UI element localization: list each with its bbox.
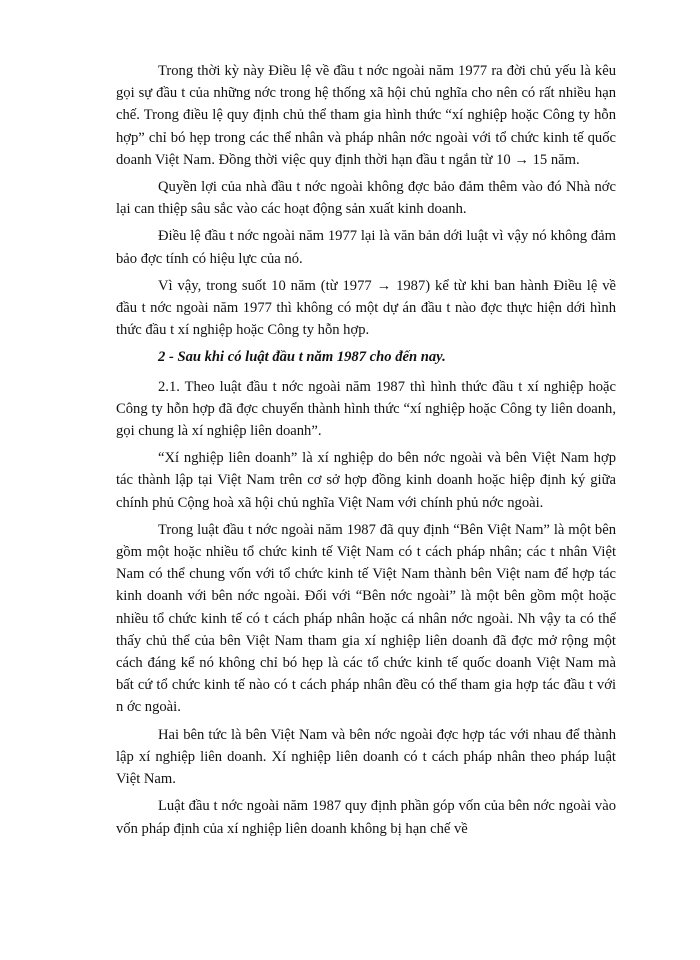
- paragraph-3: Điều lệ đầu t nớc ngoài năm 1977 lại là văn bản dới luật vì vậy nó không đảm bảo đợc tính có hiệu lực của nó.: [116, 228, 616, 267]
- section-heading: 2 - Sau khi có luật đầu t năm 1987 cho đến nay.: [158, 349, 446, 366]
- paragraph-7: Trong luật đầu t nớc ngoài năm 1987 đã quy định “Bên Việt Nam” là một bên gồm một hoặc nhiều tổ chức kinh tế Việt Nam có t cách pháp nhân; các t nhân Việt Nam có thể chung vốn với tổ chức kinh tế Việt Nam thành bên Việt nam để hợp tác kinh doanh với bên nớc ngoài. Đối với “Bên nớc ngoài” là một bên gồm một hoặc nhiều tổ chức kinh tế có t cách pháp nhân hoặc cá nhân nớc ngoài. Nh vậy ta có thể thấy chủ thể của bên Việt Nam tham gia xí nghiệp liên doanh đã đợc mở rộng một cách đáng kể nó không chỉ bó hẹp là các tổ chức kinh tế quốc doanh Việt Nam mà bất cứ tổ chức kinh tế nào có t cách pháp nhân đều có thể tham gia hợp tác đầu t với n ớc ngoài.: [116, 521, 616, 716]
- paragraph-4: Vì vậy, trong suốt 10 năm (từ 1977 → 1987) kể từ khi ban hành Điều lệ về đầu t nớc ngoài năm 1977 thì không có một dự án đầu t nào đợc thực hiện dới hình thức đầu t xí nghiệp hoặc Công ty hỗn hợp.: [116, 277, 616, 339]
- paragraph-8: Hai bên tức là bên Việt Nam và bên nớc ngoài đợc hợp tác với nhau để thành lập xí nghiệp liên doanh. Xí nghiệp liên doanh có t cách pháp nhân theo pháp luật Việt Nam.: [116, 726, 616, 788]
- paragraph-9: Luật đầu t nớc ngoài năm 1987 quy định phần góp vốn của bên nớc ngoài vào vốn pháp định của xí nghiệp liên doanh không bị hạn chế về: [116, 798, 616, 837]
- document-page: [116, 60, 616, 845]
- paragraph-2: Quyền lợi của nhà đầu t nớc ngoài không đợc bảo đảm thêm vào đó Nhà nớc lại can thiệp sâu sắc vào các hoạt động sản xuất kinh doanh.: [116, 179, 616, 218]
- paragraph-5: 2.1. Theo luật đầu t nớc ngoài năm 1987 thì hình thức đầu t xí nghiệp hoặc Công ty hỗn hợp đã đợc chuyển thành hình thức “xí nghiệp hoặc Công ty liên doanh, gọi chung là xí nghiệp liên doanh”.: [116, 378, 616, 440]
- paragraph-1: Trong thời kỳ này Điều lệ về đầu t nớc ngoài năm 1977 ra đời chủ yếu là kêu gọi sự đầu t của những nớc trong hệ thống xã hội chủ nghĩa cho nên có rất nhiều hạn chế. Trong điều lệ quy định chủ thể tham gia hình thức “xí nghiệp hoặc Công ty hỗn hợp” chỉ bó hẹp trong các thể nhân và pháp nhân nớc ngoài với tổ chức kinh tế quốc doanh Việt Nam. Đồng thời việc quy định thời hạn đầu t ngắn từ 10 → 15 năm.: [116, 63, 616, 168]
- paragraph-6: “Xí nghiệp liên doanh” là xí nghiệp do bên nớc ngoài và bên Việt Nam hợp tác thành lập tại Việt Nam trên cơ sở hợp đồng kinh doanh hoặc hiệp định ký giữa chính phủ Cộng hoà xã hội chủ nghĩa Việt Nam với chính phủ nớc ngoài.: [116, 450, 616, 511]
